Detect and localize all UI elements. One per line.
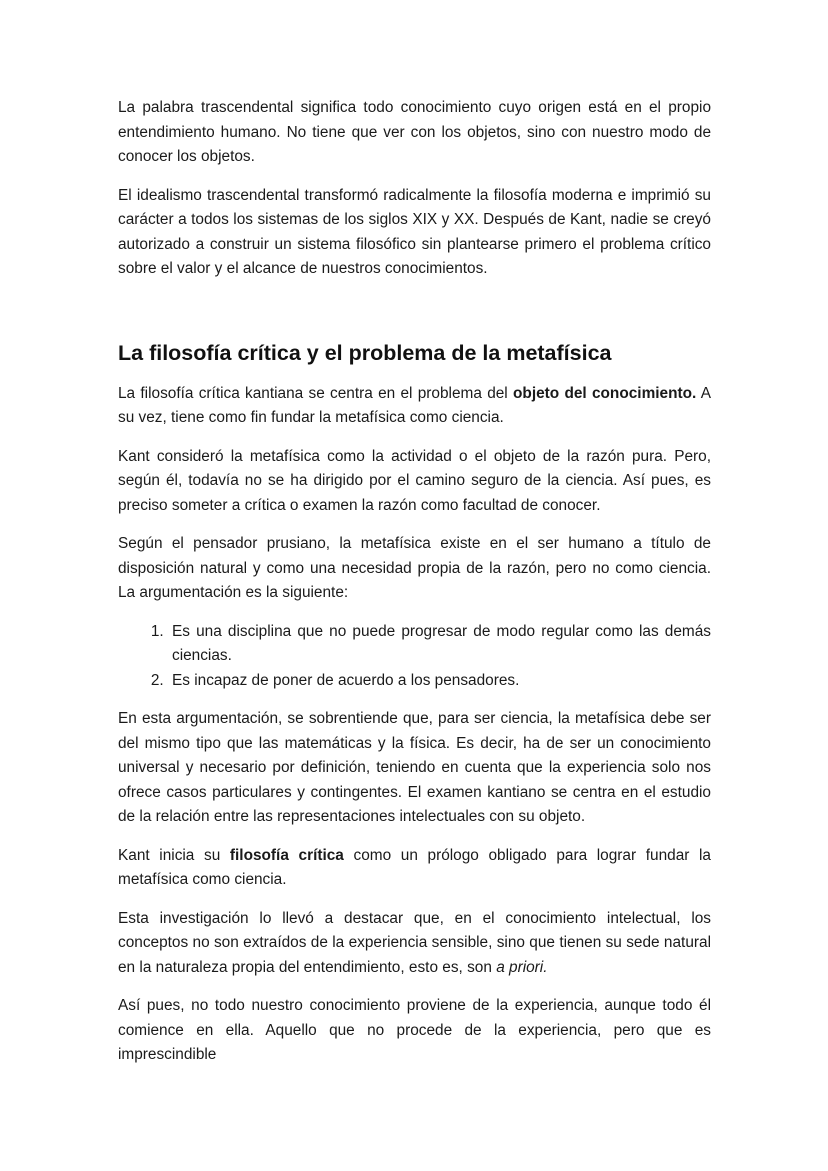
paragraph-text: como un prólogo obligado para lograr fundar la metafísica como ciencia. — [118, 846, 711, 888]
paragraph-text: La filosofía crítica kantiana se centra en el problema del — [118, 384, 514, 402]
intro-paragraph-2: El idealismo trascendental transformó radicalmente la filosofía moderna e imprimió su carácter a todos los sistemas de los siglos XIX y XX. Después de Kant, nadie se creyó autorizado a construir un sistema filosófico sin plantearse primero el problema crítico sobre el valor y el alcance de nuestros conocimientos. — [118, 186, 711, 277]
italic-term-a-priori: a priori. — [496, 958, 548, 976]
section-paragraph-3: Según el pensador prusiano, la metafísica existe en el ser humano a título de disposición natural y como una necesidad propia de la razón, pero no como ciencia. La argumentación es la siguiente: — [118, 535, 711, 601]
paragraph-text: Esta investigación lo llevó a destacar que, en el conocimiento intelectual, los conceptos no son extraídos de la experiencia sensible, sino que tienen su sede natural en la naturaleza propia del entendimiento, esto es, son — [118, 909, 711, 976]
section-paragraph-7: Así pues, no todo nuestro conocimiento proviene de la experiencia, aunque todo él comience en ella. Aquello que no procede de la experiencia, pero que es imprescindible — [118, 997, 711, 1063]
section-paragraph-5 — [118, 844, 711, 893]
section-paragraph-2: Kant consideró la metafísica como la actividad o el objeto de la razón pura. Pero, según él, todavía no se ha dirigido por el camino seguro de la ciencia. Así pues, es preciso someter a crítica o examen la razón como facultad de conocer. — [118, 447, 711, 514]
paragraph-text: A su vez, tiene como fin fundar la metafísica como ciencia. — [118, 384, 711, 426]
list-item: 2. Es incapaz de poner de acuerdo a los pensadores. — [168, 669, 711, 694]
intro-paragraph-1: La palabra trascendental significa todo conocimiento cuyo origen está en el propio entendimiento humano. No tiene que ver con los objetos, sino con nuestro modo de conocer los objetos. — [118, 99, 711, 165]
bold-term-objeto-del-conocimiento: objeto del conocimiento. — [513, 384, 697, 402]
paragraph-text: Kant inicia su — [118, 846, 230, 864]
list-item: 1. Es una disciplina que no puede progresar de modo regular como las demás ciencias. — [168, 620, 711, 669]
section-paragraph-1 — [118, 382, 711, 431]
section-paragraph-6 — [118, 907, 711, 981]
bold-term-filosofia-critica: filosofía crítica — [229, 846, 344, 864]
section-heading: La filosofía crítica y el problema de la metafísica — [118, 340, 612, 365]
argument-list — [118, 620, 711, 694]
section-paragraph-4: En esta argumentación, se sobrentiende que, para ser ciencia, la metafísica debe ser del mismo tipo que las matemáticas y la física. Es decir, ha de ser un conocimiento universal y necesario por definición, teniendo en cuenta que la experiencia solo nos ofrece casos particulares y contingentes. El examen kantiano se centra en el estudio de la relación entre las representaciones intelectuales con su objeto. — [118, 710, 711, 825]
